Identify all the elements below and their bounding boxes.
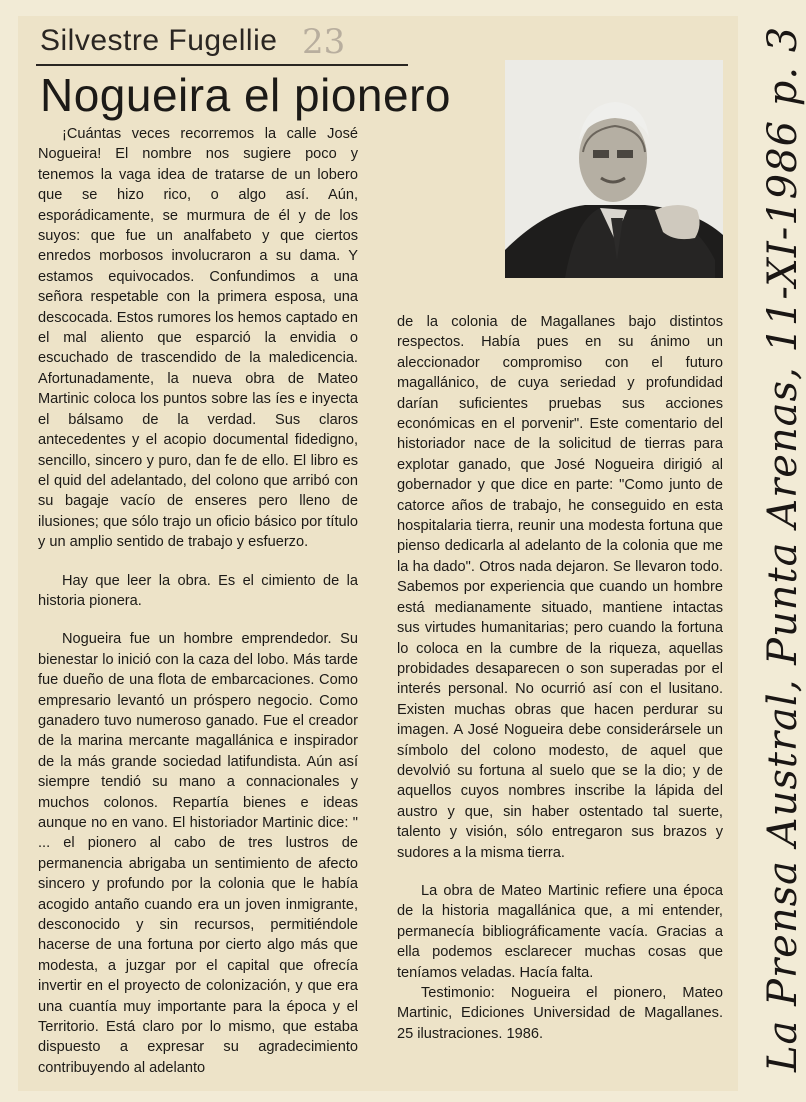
paragraph: La obra de Mateo Martinic refiere una época de la historia magallánica que, a mi entender, permanecía bibliográficamente vacía. Gracias a ella podemos esclarecer muchas cosas que teníamos veladas. Hacía falta.	[397, 882, 723, 981]
paragraph: ¡Cuántas veces recorremos la calle José Nogueira! El nombre nos sugiere poco y tenemos la vaga idea de tratarse de un lobero que se hizo rico, o algo así. Aún, esporádicamente, se murmura de él y de los suyos: que fue un analfabeto y que ciertos enredos morbosos involucraron a su dama. Y estamos equivocados. Confundimos a una señora respetable con la primera esposa, una descocada. Estos rumores los hemos captado en el mal aliento que esparció la envidia o escuchado de trascendido de la maledicencia. Afortunadamente, la nueva obra de Mateo Martinic coloca los puntos sobre las íes e inyecta el bálsamo de la verdad. Sus claros antecedentes y el acopio documental fidedigno, sencillo, sincero y puro, dan fe de ello. El libro es el quid del adelantado, del colono que arribó con su bagaje vacío de enseres pero lleno de ilusiones; que sólo trajo un oficio básico por título y un amplio sentido de trabajo y esfuerzo.	[38, 126, 358, 551]
handwritten-source-note: La Prensa Austral, Punta Arenas, 11-XI-1986 p. 3	[760, 25, 806, 1072]
article-title: Nogueira el pionero	[40, 69, 451, 121]
byline-rule	[36, 64, 408, 66]
paragraph: Hay que leer la obra. Es el cimiento de la historia pionera.	[38, 572, 358, 609]
paragraph: Testimonio: Nogueira el pionero, Mateo Martinic, Ediciones Universidad de Magallanes. 25 ilustraciones. 1986.	[397, 985, 723, 1042]
paragraph: Nogueira fue un hombre emprendedor. Su bienestar lo inició con la caza del lobo. Más tarde fue dueño de una flota de embarcaciones. Como empresario levantó un próspero negocio. Como ganadero tuvo numeroso ganado. Fue el creador de la marina mercante magallánica e inspirador de la más grande sociedad latifundista. Aún así siempre tendió su mano a connacionales y muchos colonos. Repartía bienes e ideas aunque no en vano. El historiador Martinic dice: " ... el pionero al cabo de tres lustros de permanencia abrigaba un sentimiento de afecto sincero y profundo por la colonia que le había acogido antaño cuando era un joven inmigrante, desconocido y sin recursos, permitiéndole hacerse de una fortuna por cierto algo más que modesta, a juzgar por el capital que ofrecía invertir en el proyecto de colonización, y que era una cuantía muy importante para la época y el Territorio. Está claro por lo mismo, que estaba dispuesto a expresar su agradecimiento contribuyendo al adelanto	[38, 631, 358, 1076]
article-column-left	[38, 124, 358, 1078]
pencil-page-number: 23	[302, 22, 346, 62]
author-byline: Silvestre Fugellie	[40, 24, 278, 57]
paragraph: de la colonia de Magallanes bajo distintos respectos. Había pues en su ánimo un aleccionador compromiso con el futuro magallánico, de cuya seriedad y profundidad darían suficientes pruebas sus acciones económicas en el porvenir". Este comentario del historiador nace de la solicitud de tierras para explotar ganado, que José Nogueira dirigió al gobernador y que dice en parte: "Como junto de catorce años de trabajo, he conseguido en esta hospitalaria tierra, reunir una modesta fortuna que pienso dedicarla al adelanto de la colonia que me la ha dado". Otros nada dejaron. Se llevaron todo. Sabemos por experiencia que cuando un hombre está medianamente situado, mantiene intactas sus virtudes humanitarias; pero cuando la fortuna lo coloca en la cumbre de la riqueza, aquellas probidades desaparecen o son superadas por el interés personal. No ocurrió así con el lusitano. Existen muchas obras que hacen perdurar su imagen. A José Nogueira debe considerársele un símbolo del colono modesto, de aquel que devolvió su fortuna al suelo que se la dio; y de aquellos cuyos nombres inscribe la lápida del austro y que, sin haber ostentado tal suerte, talento y visión, sólo entregaron sus brazos y sudores a la misma tierra.	[397, 314, 723, 861]
portrait-photo	[505, 60, 723, 278]
article-column-right	[397, 312, 723, 1044]
portrait-icon	[505, 60, 723, 278]
